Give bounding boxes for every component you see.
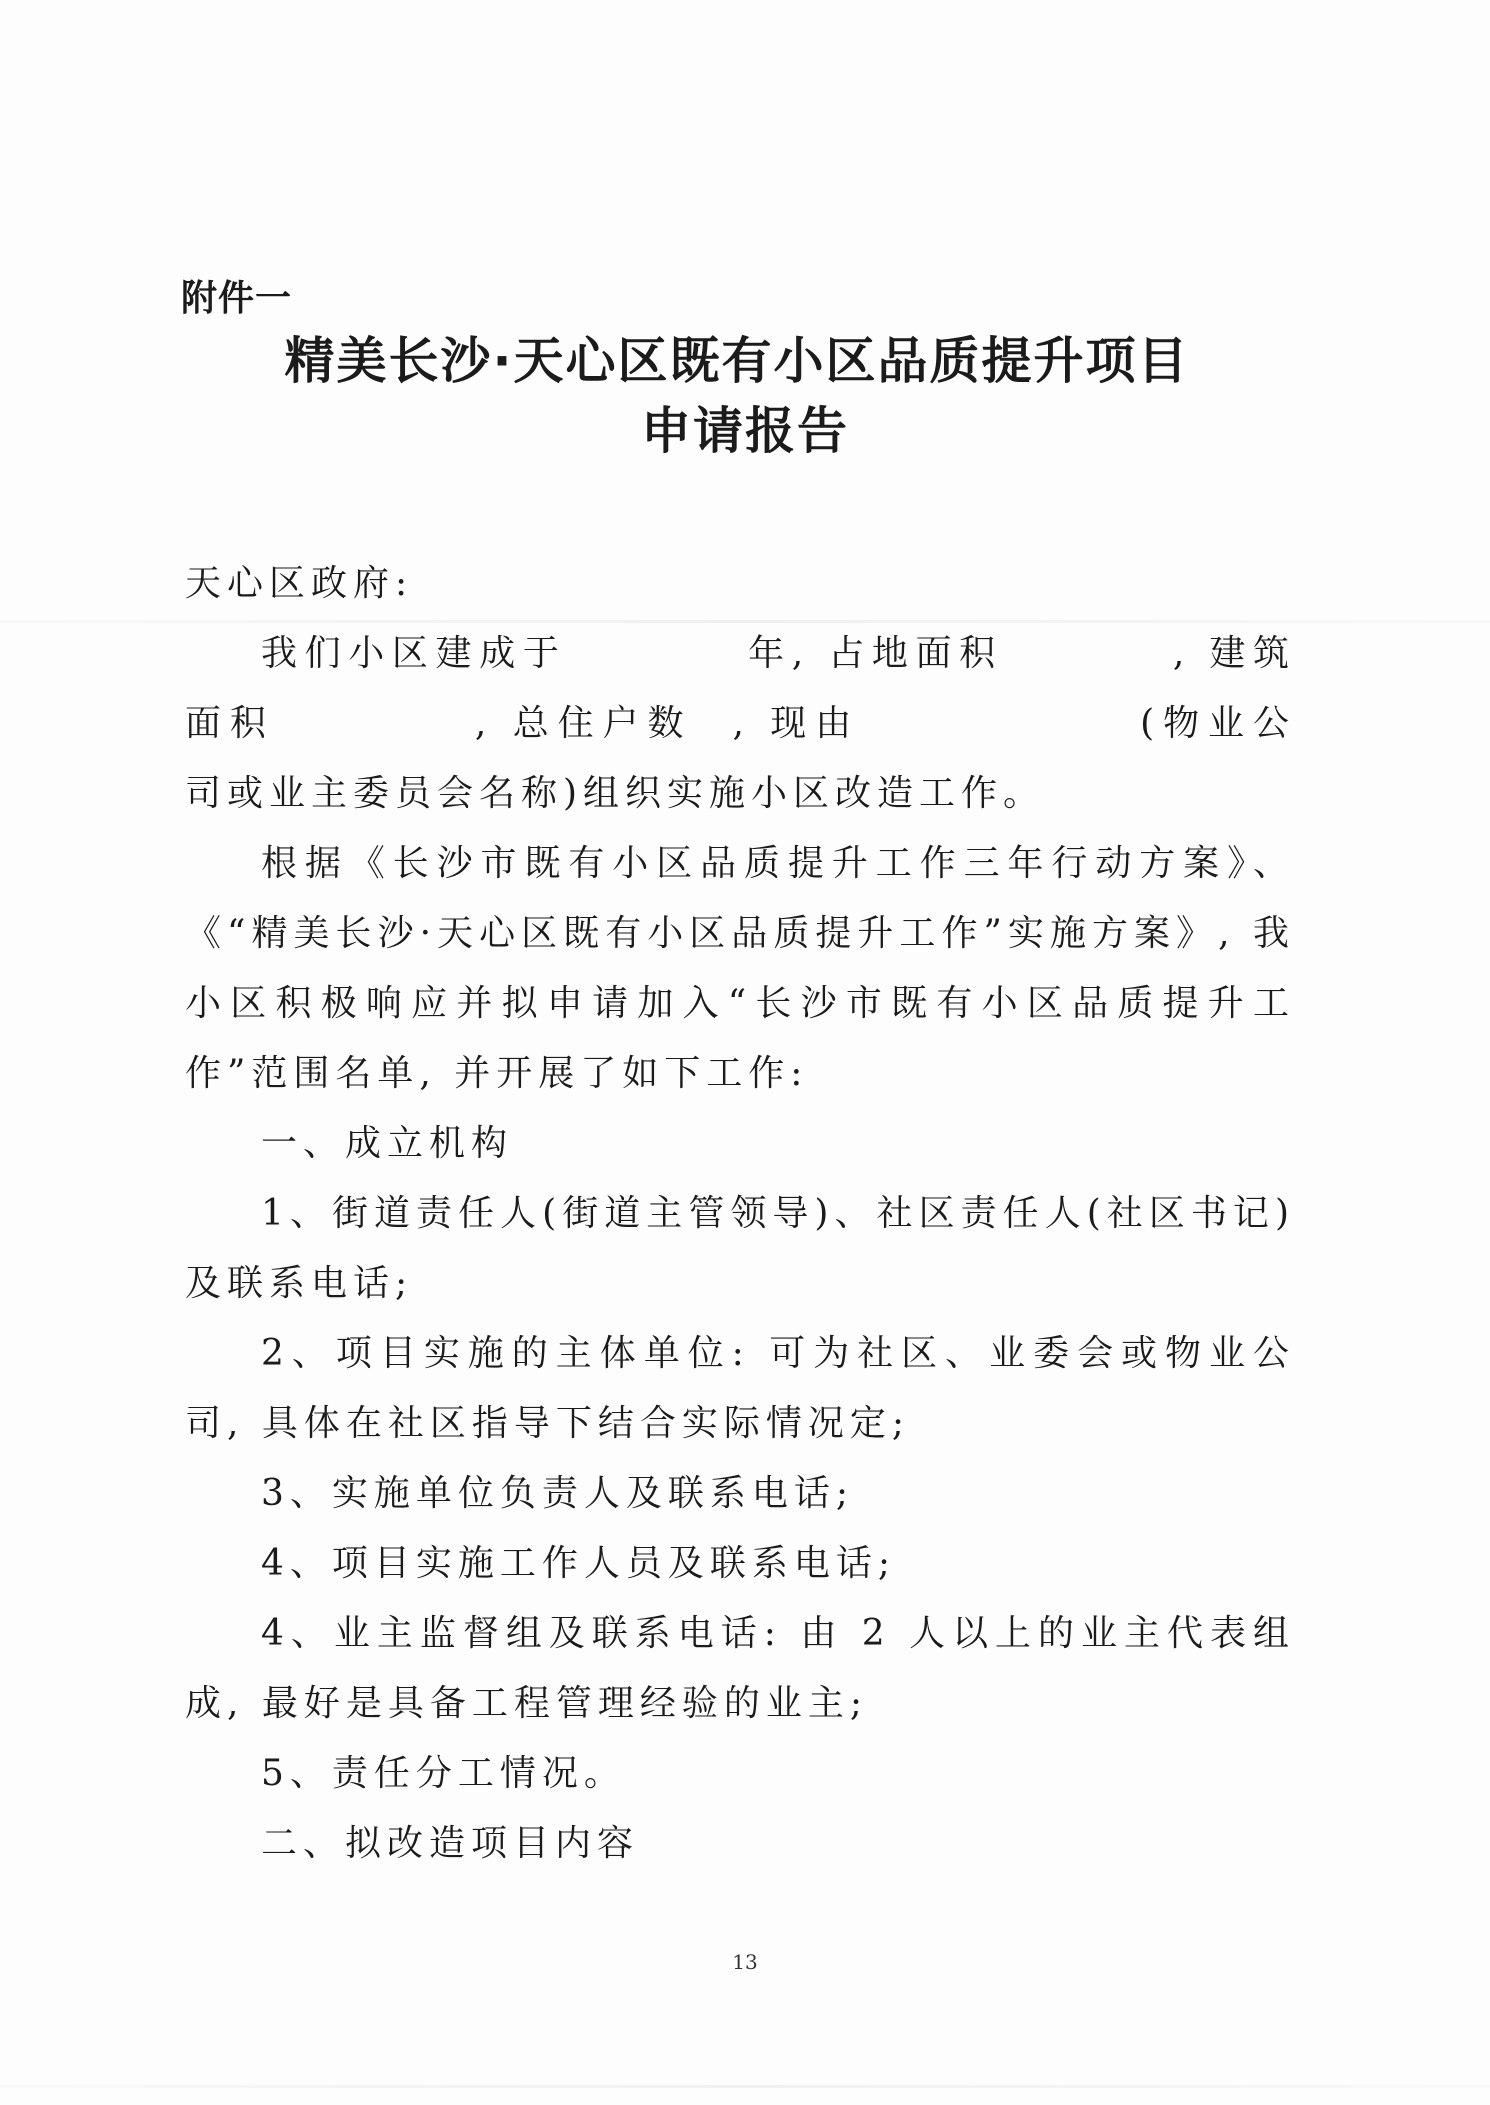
list-item: 4、业主监督组及联系电话: 由 2 人以上的业主代表组成, 最好是具备工程管理经验的业主;: [185, 1613, 1295, 1724]
list-item: 2、项目实施的主体单位: 可为社区、业委会或物业公司, 具体在社区指导下结合实际情况定;: [185, 1333, 1295, 1444]
list-item: 4、项目实施工作人员及联系电话;: [261, 1543, 897, 1584]
intro-text-built: 我们小区建成于: [261, 633, 567, 674]
intro-text-organizer-note: (物业公司或业主委员会名称)组织实施小区改造工作。: [185, 703, 1295, 814]
intro-text-area: 年, 占地面积: [746, 633, 1003, 674]
document-body: [181, 275, 1295, 1879]
document-title-line1: 精美长沙·天心区既有小区品质提升项目: [284, 332, 1190, 390]
report-body: [185, 549, 1295, 1879]
basis-paragraph: 根据《长沙市既有小区品质提升工作三年行动方案》、《“精美长沙·天心区既有小区品质提升工作”实施方案》, 我小区积极响应并拟申请加入“长沙市既有小区品质提升工作”范围名单, 并开展了如下工作:: [185, 843, 1295, 1094]
intro-text-organizer: , 现由: [732, 703, 861, 744]
attachment-label: 附件一: [181, 278, 293, 319]
intro-text-floor-area: , 建筑面积: [185, 633, 1295, 744]
list-item: 3、实施单位负责人及联系电话;: [261, 1473, 855, 1514]
intro-text-households: , 总住户数: [474, 703, 693, 744]
page-number: 13: [732, 1950, 758, 1974]
salutation: 天心区政府:: [185, 563, 414, 604]
section1-heading: 一、成立机构: [261, 1123, 514, 1164]
document-title-line2: 申请报告: [641, 402, 849, 460]
list-item: 5、责任分工情况。: [261, 1753, 626, 1794]
intro-paragraph: [185, 619, 1295, 829]
scan-artifact-line: [0, 2085, 1490, 2088]
list-item: 1、街道责任人(街道主管领导)、社区责任人(社区书记)及联系电话;: [185, 1193, 1295, 1304]
section2-heading: 二、拟改造项目内容: [261, 1823, 640, 1864]
